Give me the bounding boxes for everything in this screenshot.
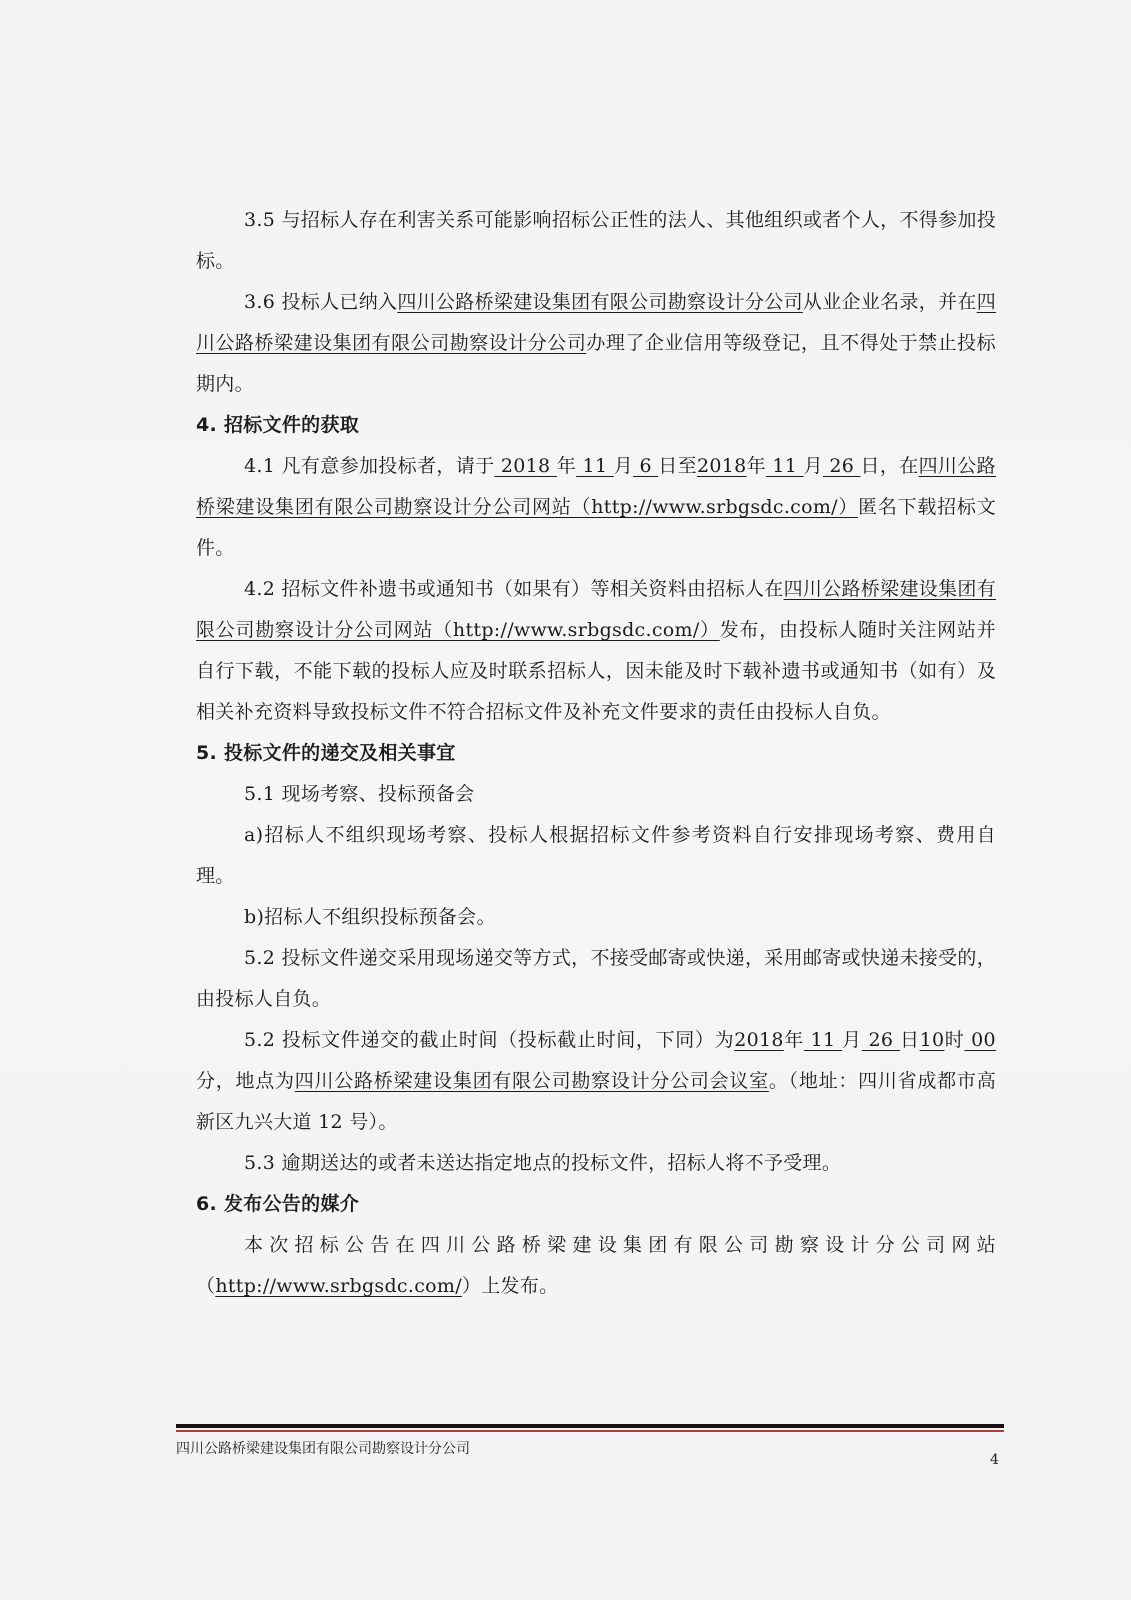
clause-text: 。（地址：四川省成都市高新区九兴大道 12 号）。 bbox=[196, 1070, 996, 1133]
page-number: 4 bbox=[990, 1452, 999, 1468]
clause-text: ）上发布。 bbox=[461, 1275, 559, 1297]
clause-3-6 bbox=[196, 282, 996, 405]
meeting-place: 四川公路桥梁建设集团有限公司勘察设计分公司会议室 bbox=[294, 1070, 769, 1092]
clause-text: 本次招标公告在四川公路桥梁建设集团有限公司勘察设计分公司网站（ bbox=[196, 1234, 996, 1297]
clause-5-1: 5.1 现场考察、投标预备会 bbox=[244, 783, 475, 805]
org-name: 四川公路桥梁建设集团有限公司勘察设计分公司 bbox=[196, 291, 997, 354]
clause-5-1-a: a)招标人不组织现场考察、投标人根据招标文件参考资料自行安排现场考察、费用自理。 bbox=[196, 824, 996, 887]
clause-text: 月 bbox=[842, 1029, 862, 1051]
clause-text: 月 bbox=[803, 455, 823, 477]
clause-text: 4.1 凡有意参加投标者，请于 bbox=[244, 455, 495, 477]
date-day: 26 bbox=[822, 455, 861, 477]
document-body bbox=[196, 200, 996, 1307]
section-heading-5: 5. 投标文件的递交及相关事宜 bbox=[196, 742, 456, 764]
website-link[interactable]: 四川公路桥梁建设集团有限公司勘察设计分公司网站（http://www.srbgsdc.com/） bbox=[196, 455, 996, 518]
clause-text: 4.2 招标文件补遗书或通知书（如果有）等相关资料由招标人在 bbox=[244, 578, 784, 600]
clause-6 bbox=[196, 1225, 996, 1307]
clause-text: 日至 bbox=[658, 455, 697, 477]
date-month: 11 bbox=[765, 455, 804, 477]
clause-3-5: 3.5 与招标人存在利害关系可能影响招标公正性的法人、其他组织或者个人，不得参加投标。 bbox=[196, 209, 996, 272]
clause-text: 月 bbox=[613, 455, 634, 477]
clause-text: 年 bbox=[746, 455, 766, 477]
date-day: 6 bbox=[633, 455, 659, 477]
clause-text: 年 bbox=[783, 1029, 804, 1051]
date-month: 11 bbox=[576, 455, 614, 477]
footer-divider bbox=[176, 1424, 1004, 1428]
date-day: 26 bbox=[861, 1029, 900, 1051]
clause-5-2-deadline bbox=[196, 1020, 996, 1143]
clause-text: 日，在 bbox=[860, 455, 919, 477]
clause-text: 年 bbox=[556, 455, 577, 477]
clause-text: 从业企业名录，并在 bbox=[802, 291, 977, 313]
org-name: 四川公路桥梁建设集团有限公司勘察设计分公司 bbox=[397, 291, 803, 313]
clause-5-3: 5.3 逾期送达的或者未送达指定地点的投标文件，招标人将不予受理。 bbox=[244, 1152, 842, 1174]
clause-text: 日 bbox=[899, 1029, 920, 1051]
footer-divider-accent bbox=[176, 1430, 1004, 1432]
clause-5-1-b: b)招标人不组织投标预备会。 bbox=[244, 906, 496, 928]
clause-4-1 bbox=[196, 446, 996, 569]
website-link[interactable]: 四川公路桥梁建设集团有限公司勘察设计分公司网站（http://www.srbgsdc.com/） bbox=[196, 578, 996, 641]
date-year: 2018 bbox=[697, 455, 747, 477]
clause-text: 办理了企业信用等级登记，且不得处于禁止投标期内。 bbox=[196, 332, 996, 395]
website-link[interactable]: http://www.srbgsdc.com/ bbox=[215, 1275, 462, 1297]
section-heading-4: 4. 招标文件的获取 bbox=[196, 414, 360, 436]
time-minute: 00 bbox=[964, 1029, 996, 1051]
clause-text: 5.2 投标文件递交的截止时间（投标截止时间，下同）为 bbox=[244, 1029, 735, 1051]
footer-org-name: 四川公路桥梁建设集团有限公司勘察设计分公司 bbox=[176, 1441, 470, 1457]
clause-text: 匿名下载招标文件。 bbox=[196, 496, 996, 559]
date-month: 11 bbox=[803, 1029, 843, 1051]
section-heading-6: 6. 发布公告的媒介 bbox=[196, 1193, 360, 1215]
date-year: 2018 bbox=[494, 455, 557, 477]
clause-text: 时 bbox=[944, 1029, 965, 1051]
clause-text: 3.6 投标人已纳入 bbox=[244, 291, 398, 313]
date-year: 2018 bbox=[734, 1029, 784, 1051]
clause-4-2 bbox=[196, 569, 996, 733]
clause-5-2: 5.2 投标文件递交采用现场递交等方式，不接受邮寄或快递，采用邮寄或快递未接受的，由投标人自负。 bbox=[196, 947, 996, 1010]
clause-text: 发布，由投标人随时关注网站并自行下载，不能下载的投标人应及时联系招标人，因未能及时下载补遗书或通知书（如有）及相关补充资料导致投标文件不符合招标文件及补充文件要求的责任由投标人自负。 bbox=[196, 619, 996, 723]
time-hour: 10 bbox=[919, 1029, 945, 1051]
clause-text: 分，地点为 bbox=[196, 1070, 295, 1092]
